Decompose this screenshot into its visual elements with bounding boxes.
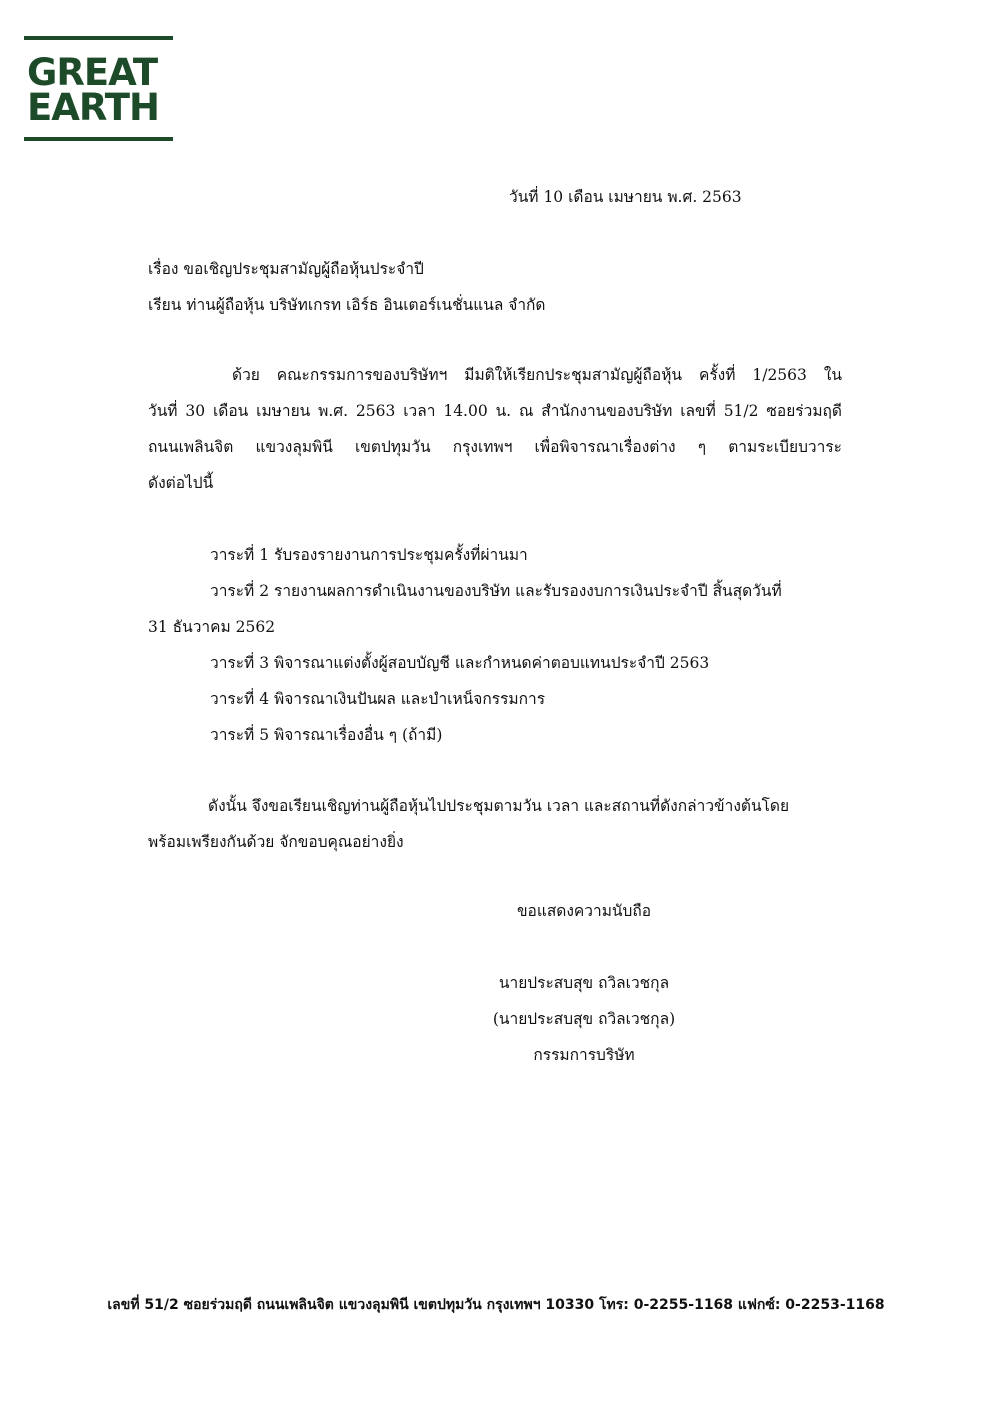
agenda-item-1: วาระที่ 1 รับรองรายงานการประชุมครั้งที่ผ่านมา — [210, 546, 528, 564]
agenda-list — [148, 537, 842, 753]
body-paragraph — [148, 357, 842, 501]
body-line: ด้วย คณะกรรมการของบริษัทฯ มีมติให้เรียกประชุมสามัญผู้ถือหุ้น ครั้งที่ 1/2563 ใน — [232, 366, 842, 384]
footer-address: เลขที่ 51/2 ซอยร่วมฤดี ถนนเพลินจิต แขวงลุมพินี เขตปทุมวัน กรุงเทพฯ 10330 โทร: 0-2255-1168 แฟกซ์: 0-2253-1168 — [107, 1297, 885, 1313]
closing-line: ดังนั้น จึงขอเรียนเชิญท่านผู้ถือหุ้นไปประชุมตามวัน เวลา และสถานที่ดังกล่าวข้างต้นโดย — [208, 797, 790, 815]
signer-title: กรรมการบริษัท — [533, 1046, 635, 1064]
agenda-item-4: วาระที่ 4 พิจารณาเงินปันผล และบำเหน็จกรรมการ — [210, 690, 546, 708]
agenda-item-5: วาระที่ 5 พิจารณาเรื่องอื่น ๆ (ถ้ามี) — [210, 726, 443, 744]
letter-salutation: เรียน ท่านผู้ถือหุ้น บริษัทเกรท เอิร์ธ อินเตอร์เนชั่นแนล จำกัด — [148, 296, 546, 314]
body-line: ดังต่อไปนี้ — [148, 474, 214, 492]
closing-line: พร้อมเพรียงกันด้วย จักขอบคุณอย่างยิ่ง — [148, 833, 404, 851]
logo-line-1: GREAT — [27, 51, 158, 94]
logo-text — [24, 40, 173, 137]
closing-paragraph — [148, 788, 842, 860]
body-line: ถนนเพลินจิต แขวงลุมพินี เขตปทุมวัน กรุงเทพฯ เพื่อพิจารณาเรื่องต่าง ๆ ตามระเบียบวาระ — [148, 438, 842, 456]
agenda-item-3: วาระที่ 3 พิจารณาแต่งตั้งผู้สอบบัญชี และกำหนดค่าตอบแทนประจำปี 2563 — [210, 654, 710, 672]
signer-name-parenthesized: (นายประสบสุข ถวิลเวชกุล) — [492, 1010, 676, 1028]
signer-name: นายประสบสุข ถวิลเวชกุล — [498, 974, 670, 992]
agenda-item-2-continued: 31 ธันวาคม 2562 — [148, 618, 276, 636]
letter-subject: เรื่อง ขอเชิญประชุมสามัญผู้ถือหุ้นประจำปี — [148, 260, 424, 278]
company-logo — [24, 36, 173, 141]
letter-date: วันที่ 10 เดือน เมษายน พ.ศ. 2563 — [509, 188, 742, 206]
logo-line-2: EARTH — [27, 86, 159, 129]
regards-text: ขอแสดงความนับถือ — [516, 902, 652, 920]
agenda-item-2: วาระที่ 2 รายงานผลการดำเนินงานของบริษัท และรับรองงบการเงินประจำปี สิ้นสุดวันที่ — [210, 582, 782, 600]
logo-bottom-rule — [24, 137, 173, 141]
body-line: วันที่ 30 เดือน เมษายน พ.ศ. 2563 เวลา 14.00 น. ณ สำนักงานของบริษัท เลขที่ 51/2 ซอยร่วมฤดี — [148, 402, 842, 420]
